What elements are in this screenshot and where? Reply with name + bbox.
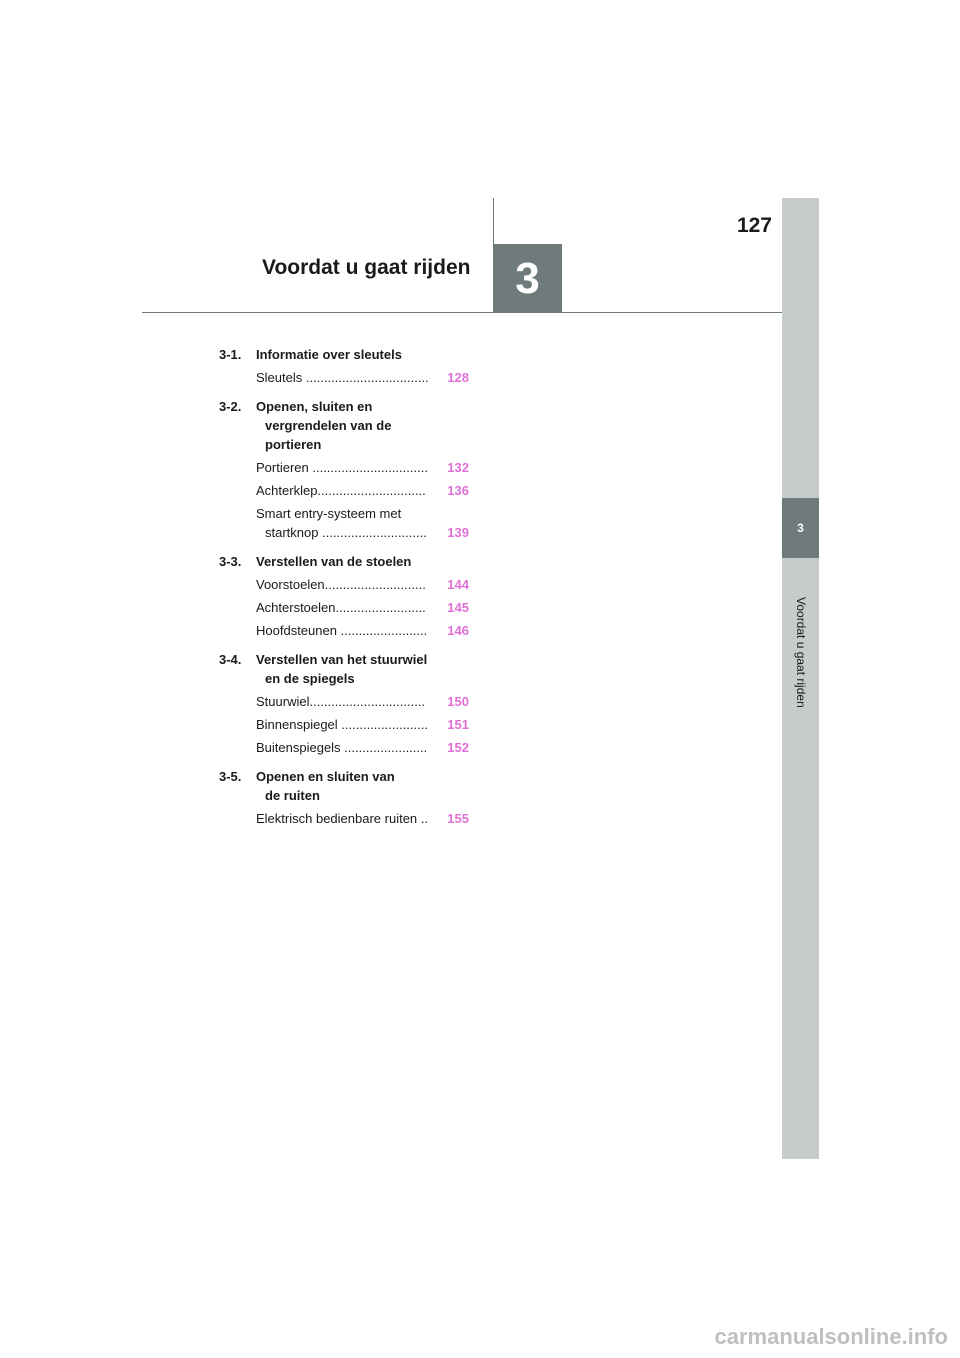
toc-entry-title: Binnenspiegel ........................ — [256, 717, 428, 732]
watermark: carmanualsonline.info — [714, 1324, 948, 1349]
toc-section-title: Openen en sluiten van de ruiten — [256, 769, 395, 803]
toc-entry-title: Stuurwiel................................ — [256, 694, 426, 709]
toc-entry-page-link[interactable]: 150 — [447, 694, 469, 709]
toc-entry-title: Hoofdsteunen ........................ — [256, 623, 428, 638]
toc-entry-title: Sleutels .................................. — [256, 370, 429, 385]
toc-entry-title: Smart entry-systeem met startknop ............................. — [256, 506, 427, 540]
toc-entry-leader: ................................ — [309, 694, 426, 709]
toc-section-title: Verstellen van de stoelen — [256, 554, 412, 569]
toc-entry[interactable] — [256, 368, 469, 387]
toc-entry-page-link[interactable]: 155 — [447, 811, 469, 826]
toc-entry-leader: .................................. — [302, 370, 429, 385]
toc-entry-leader: ................................ — [308, 460, 428, 475]
toc-entry[interactable] — [256, 504, 469, 542]
toc-entry[interactable] — [256, 598, 469, 617]
toc-entry-page-link[interactable]: 151 — [447, 717, 469, 732]
toc-entry-title: Voorstoelen............................ — [256, 577, 426, 592]
toc-entry-leader: .............................. — [317, 483, 426, 498]
toc-section — [219, 552, 469, 571]
toc-entry-title: Elektrisch bedienbare ruiten .. — [256, 811, 428, 826]
toc-entry-page-link[interactable]: 132 — [447, 460, 469, 475]
toc-entry-page-link[interactable]: 139 — [447, 525, 469, 540]
table-of-contents — [219, 345, 469, 828]
toc-entry-leader: ........................ — [336, 623, 428, 638]
toc-entry-leader: ......................... — [335, 600, 426, 615]
toc-entry-title: Buitenspiegels ....................... — [256, 740, 428, 755]
toc-entry[interactable] — [256, 738, 469, 757]
toc-entry-page-link[interactable]: 146 — [447, 623, 469, 638]
toc-entry-title: Achterstoelen......................... — [256, 600, 426, 615]
toc-entry-leader: ........................ — [337, 717, 428, 732]
toc-entry[interactable] — [256, 621, 469, 640]
side-label: Voordat u gaat rijden — [794, 597, 808, 708]
toc-section — [219, 345, 469, 364]
toc-entry-page-link[interactable]: 128 — [447, 370, 469, 385]
toc-entry-leader: ....................... — [340, 740, 428, 755]
toc-entry[interactable] — [256, 458, 469, 477]
toc-section-number: 3-3. — [219, 554, 242, 569]
toc-entry-leader: .. — [417, 811, 428, 826]
toc-entry-title: Portieren ................................ — [256, 460, 428, 475]
side-tab[interactable]: 3 — [782, 498, 819, 558]
toc-section-title: Informatie over sleutels — [256, 347, 402, 362]
toc-section-number: 3-5. — [219, 769, 242, 784]
toc-entry-page-link[interactable]: 144 — [447, 577, 469, 592]
toc-entry[interactable] — [256, 715, 469, 734]
chapter-number-box: 3 — [493, 244, 562, 313]
toc-section-number: 3-2. — [219, 399, 242, 414]
toc-section-title: Verstellen van het stuurwiel en de spiegels — [256, 652, 428, 686]
toc-section — [219, 650, 469, 688]
toc-entry-page-link[interactable]: 152 — [447, 740, 469, 755]
toc-entry[interactable] — [256, 481, 469, 500]
header-divider-horizontal — [142, 312, 782, 313]
header-divider-vertical — [493, 198, 494, 244]
toc-entry[interactable] — [256, 692, 469, 711]
chapter-title: Voordat u gaat rijden — [262, 256, 471, 279]
toc-section-title: Openen, sluiten en vergrendelen van de portieren — [256, 399, 392, 452]
page-number: 127 — [736, 214, 772, 237]
toc-entry-leader: ............................. — [318, 525, 427, 540]
toc-entry-leader: ............................ — [324, 577, 426, 592]
toc-entry-title: Achterklep.............................. — [256, 483, 426, 498]
toc-section — [219, 397, 469, 454]
toc-section-number: 3-1. — [219, 347, 242, 362]
toc-entry[interactable] — [256, 575, 469, 594]
toc-entry-page-link[interactable]: 136 — [447, 483, 469, 498]
toc-section-number: 3-4. — [219, 652, 242, 667]
toc-section — [219, 767, 469, 805]
toc-entry[interactable] — [256, 809, 469, 828]
toc-entry-page-link[interactable]: 145 — [447, 600, 469, 615]
